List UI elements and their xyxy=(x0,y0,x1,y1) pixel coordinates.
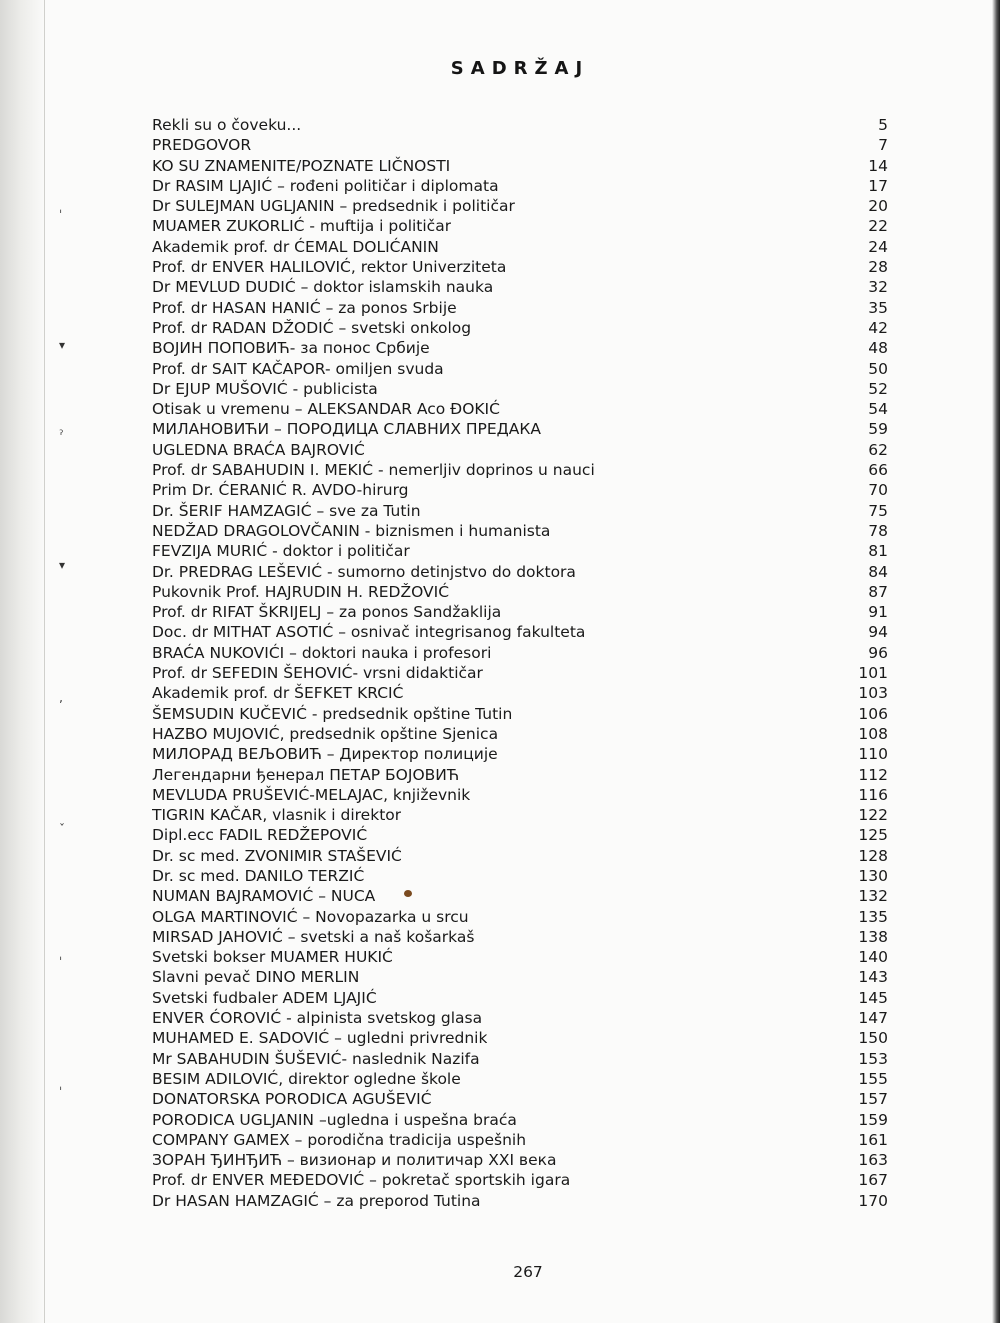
toc-entry-page: 103 xyxy=(858,684,888,703)
toc-entry xyxy=(152,744,888,764)
toc-entry-page: 91 xyxy=(868,603,888,622)
toc-entry-page: 17 xyxy=(868,176,888,195)
toc-entry-page: 138 xyxy=(858,927,888,946)
toc-entry xyxy=(152,135,888,155)
binding-mark: ʼ xyxy=(59,698,63,712)
toc-entry xyxy=(152,1170,888,1190)
toc-entry xyxy=(152,846,888,866)
toc-entry-title: NEDŽAD DRAGOLOVČANIN - biznismen i humanista xyxy=(152,521,551,540)
toc-entry-title: ŠEMSUDIN KUČEVIĆ - predsednik opštine Tutin xyxy=(152,704,513,723)
toc-entry xyxy=(152,216,888,236)
toc-entry-title: Prof. dr HASAN HANIĆ – za ponos Srbije xyxy=(152,298,457,317)
toc-entry xyxy=(152,1069,888,1089)
toc-entry xyxy=(152,947,888,967)
toc-entry-page: 87 xyxy=(868,582,888,601)
toc-entry-page: 94 xyxy=(868,623,888,642)
toc-entry-title: Dr. sc med. DANILO TERZIĆ xyxy=(152,866,365,885)
binding-mark: ▾ xyxy=(59,338,66,352)
toc-entry-title: NUMAN BAJRAMOVIĆ – NUCA xyxy=(152,887,376,906)
toc-entry xyxy=(152,1008,888,1028)
toc-entry xyxy=(152,1049,888,1069)
toc-entry xyxy=(152,582,888,602)
toc-entry xyxy=(152,967,888,987)
toc-entry-page: 128 xyxy=(858,846,888,865)
toc-entry-page: 108 xyxy=(858,724,888,743)
ink-stain xyxy=(404,890,412,897)
toc-entry-page: 54 xyxy=(868,400,888,419)
toc-entry-page: 24 xyxy=(868,237,888,256)
toc-entry xyxy=(152,196,888,216)
binding-mark: ˀ xyxy=(59,428,64,442)
toc-entry-page: 155 xyxy=(858,1069,888,1088)
toc-entry xyxy=(152,1089,888,1109)
toc-entry-title: Prim Dr. ĆERANIĆ R. AVDO-hirurg xyxy=(152,481,409,500)
toc-entry-title: ВОЈИН ПОПОВИЋ- за понос Србије xyxy=(152,339,430,358)
toc-entry xyxy=(152,237,888,257)
toc-entry-title: TIGRIN KAČAR, vlasnik i direktor xyxy=(152,806,402,825)
toc-entry-title: PREDGOVOR xyxy=(152,136,252,155)
toc-entry xyxy=(152,501,888,521)
toc-entry-page: 42 xyxy=(868,318,888,337)
toc-entry-page: 106 xyxy=(858,704,888,723)
toc-entry xyxy=(152,277,888,297)
toc-entry-page: 84 xyxy=(868,562,888,581)
toc-entry-page: 52 xyxy=(868,379,888,398)
toc-entry-page: 28 xyxy=(868,258,888,277)
toc-entry xyxy=(152,562,888,582)
toc-entry-title: FEVZIJA MURIĆ - doktor i političar xyxy=(152,542,410,561)
toc-entry-title: Dipl.ecc FADIL REDŽEPOVIĆ xyxy=(152,826,368,845)
toc-entry xyxy=(152,460,888,480)
toc-entry-page: 75 xyxy=(868,501,888,520)
toc-entry-title: Prof. dr SEFEDIN ŠEHOVIĆ- vrsni didaktičar xyxy=(152,664,483,683)
toc-entry xyxy=(152,886,888,906)
toc-entry-title: UGLEDNA BRAĆA BAJROVIĆ xyxy=(152,440,365,459)
toc-entry xyxy=(152,805,888,825)
toc-entry xyxy=(152,359,888,379)
toc-entry xyxy=(152,1130,888,1150)
toc-entry xyxy=(152,683,888,703)
toc-entry xyxy=(152,663,888,683)
toc-entry-page: 22 xyxy=(868,217,888,236)
toc-entry-title: Prof. dr SAIT KAČAPOR- omiljen svuda xyxy=(152,359,444,378)
toc-entry xyxy=(152,1150,888,1170)
toc-entry xyxy=(152,825,888,845)
toc-entry xyxy=(152,440,888,460)
toc-entry xyxy=(152,622,888,642)
toc-entry-page: 78 xyxy=(868,521,888,540)
toc-entry-title: Dr EJUP MUŠOVIĆ - publicista xyxy=(152,379,378,398)
toc-entry-title: Легендарни ђенерал ПЕТАР БОЈОВИЋ xyxy=(152,765,460,784)
toc-entry-title: MIRSAD JAHOVIĆ – svetski a naš košarkaš xyxy=(152,927,475,946)
toc-entry-page: 50 xyxy=(868,359,888,378)
toc-entry-page: 161 xyxy=(858,1130,888,1149)
toc-entry-title: Svetski bokser MUAMER HUKIĆ xyxy=(152,948,393,967)
toc-entry-title: Dr RASIM LJAJIĆ – rođeni političar i diplomata xyxy=(152,176,499,195)
toc-entry xyxy=(152,1191,888,1211)
toc-entry xyxy=(152,176,888,196)
binding-mark: ˈ xyxy=(59,1085,63,1099)
toc-entry-page: 35 xyxy=(868,298,888,317)
toc-entry-title: BRAĆA NUKOVIĆI – doktori nauka i profesori xyxy=(152,643,492,662)
toc-entry-page: 147 xyxy=(858,1009,888,1028)
toc-entry-title: DONATORSKA PORODICA AGUŠEVIĆ xyxy=(152,1090,432,1109)
toc-entry-page: 122 xyxy=(858,806,888,825)
toc-entry xyxy=(152,541,888,561)
toc-entry-title: Svetski fudbaler ADEM LJAJIĆ xyxy=(152,988,377,1007)
toc-entry xyxy=(152,765,888,785)
binding-mark: ▾ xyxy=(59,558,66,572)
footer-page-number: 267 xyxy=(513,1263,543,1281)
toc-entry-title: OLGA MARTINOVIĆ – Novopazarka u srcu xyxy=(152,907,469,926)
toc-entry-title: Pukovnik Prof. HAJRUDIN H. REDŽOVIĆ xyxy=(152,582,450,601)
toc-entry-title: HAZBO MUJOVIĆ, predsednik opštine Sjenica xyxy=(152,724,499,743)
toc-entry xyxy=(152,724,888,744)
toc-entry xyxy=(152,115,888,135)
toc-entry-title: МИЛОРАД ВЕЉОВИЋ – Директор полиције xyxy=(152,745,498,764)
toc-entry-page: 59 xyxy=(868,420,888,439)
toc-entry xyxy=(152,156,888,176)
toc-entry xyxy=(152,1110,888,1130)
table-of-contents xyxy=(152,115,888,1211)
toc-entry xyxy=(152,1028,888,1048)
toc-entry-title: Dr SULEJMAN UGLJANIN – predsednik i političar xyxy=(152,197,515,216)
page-edge-shadow xyxy=(992,0,1000,1323)
toc-entry-title: Akademik prof. dr ŠEFKET KRCIĆ xyxy=(152,684,404,703)
toc-entry-title: COMPANY GAMEX – porodična tradicija uspešnih xyxy=(152,1130,527,1149)
toc-entry-title: Dr. ŠERIF HAMZAGIĆ – sve za Tutin xyxy=(152,501,421,520)
toc-entry xyxy=(152,399,888,419)
toc-entry-title: Otisak u vremenu – ALEKSANDAR Aco ĐOKIĆ xyxy=(152,400,500,419)
toc-entry-page: 157 xyxy=(858,1090,888,1109)
toc-entry-page: 167 xyxy=(858,1171,888,1190)
toc-entry-page: 48 xyxy=(868,339,888,358)
toc-entry-page: 32 xyxy=(868,278,888,297)
toc-entry-page: 112 xyxy=(858,765,888,784)
toc-entry xyxy=(152,866,888,886)
toc-entry-page: 130 xyxy=(858,866,888,885)
toc-entry-page: 5 xyxy=(878,116,888,134)
toc-entry-title: Dr HASAN HAMZAGIĆ – za preporod Tutina xyxy=(152,1191,481,1210)
binding-mark: ˈ xyxy=(59,208,63,222)
toc-entry-title: Prof. dr ENVER HALILOVIĆ, rektor Univerziteta xyxy=(152,258,507,277)
toc-entry-title: MUHAMED E. SADOVIĆ – ugledni privrednik xyxy=(152,1029,488,1048)
toc-entry xyxy=(152,257,888,277)
toc-entry-page: 132 xyxy=(858,887,888,906)
toc-entry-title: BESIM ADILOVIĆ, direktor ogledne škole xyxy=(152,1069,461,1088)
toc-entry-page: 116 xyxy=(858,785,888,804)
toc-entry-title: Akademik prof. dr ĆEMAL DOLIĆANIN xyxy=(152,237,439,256)
toc-entry-page: 14 xyxy=(868,156,888,175)
binding-mark: ˈ xyxy=(59,955,63,969)
toc-entry-page: 110 xyxy=(858,745,888,764)
toc-entry-page: 125 xyxy=(858,826,888,845)
toc-entry xyxy=(152,785,888,805)
toc-entry-page: 143 xyxy=(858,968,888,987)
toc-entry-title: ЗОРАН ЂИНЂИЋ – визионар и политичар XXI века xyxy=(152,1151,557,1170)
toc-entry-title: Prof. dr ENVER MEĐEDOVIĆ – pokretač sportskih igara xyxy=(152,1171,571,1190)
toc-entry-page: 159 xyxy=(858,1110,888,1129)
toc-entry xyxy=(152,927,888,947)
toc-entry xyxy=(152,704,888,724)
toc-entry-title: Dr. sc med. ZVONIMIR STAŠEVIĆ xyxy=(152,846,402,865)
toc-entry xyxy=(152,907,888,927)
toc-entry xyxy=(152,379,888,399)
toc-entry-page: 7 xyxy=(878,136,888,155)
toc-entry-page: 140 xyxy=(858,948,888,967)
toc-entry-title: Prof. dr RIFAT ŠKRIJELJ – za ponos Sandžaklija xyxy=(152,603,502,622)
toc-entry-page: 145 xyxy=(858,988,888,1007)
toc-entry-title: Dr MEVLUD DUDIĆ – doktor islamskih nauka xyxy=(152,278,494,297)
toc-entry xyxy=(152,338,888,358)
page-title: SADRŽAJ xyxy=(450,58,590,79)
toc-entry-title: MUAMER ZUKORLIĆ - muftija i političar xyxy=(152,217,452,236)
toc-entry-title: Mr SABAHUDIN ŠUŠEVIĆ- naslednik Nazifa xyxy=(152,1049,480,1068)
toc-entry xyxy=(152,521,888,541)
toc-entry-title: ENVER ĆOROVIĆ - alpinista svetskog glasa xyxy=(152,1009,483,1028)
toc-entry-title: Slavni pevač DINO MERLIN xyxy=(152,968,360,987)
toc-entry-title: МИЛАНОВИЋИ – ПОРОДИЦА СЛАВНИХ ПРЕДАКА xyxy=(152,420,541,439)
toc-entry-page: 170 xyxy=(858,1191,888,1210)
toc-entry-page: 96 xyxy=(868,643,888,662)
toc-entry-page: 62 xyxy=(868,440,888,459)
toc-entry-page: 70 xyxy=(868,481,888,500)
toc-entry xyxy=(152,298,888,318)
toc-entry xyxy=(152,988,888,1008)
toc-entry xyxy=(152,602,888,622)
binding-mark: ˇ xyxy=(59,822,65,836)
toc-entry-title: Doc. dr MITHAT ASOTIĆ – osnivač integrisanog fakulteta xyxy=(152,623,586,642)
toc-entry-title: KO SU ZNAMENITE/POZNATE LIČNOSTI xyxy=(152,156,451,175)
toc-entry-title: Prof. dr RADAN DŽODIĆ – svetski onkolog xyxy=(152,318,472,337)
toc-entry-page: 153 xyxy=(858,1049,888,1068)
toc-entry-page: 150 xyxy=(858,1029,888,1048)
toc-entry-page: 20 xyxy=(868,197,888,216)
toc-entry-title: Rekli su o čoveku... xyxy=(152,116,302,134)
toc-entry-page: 81 xyxy=(868,542,888,561)
toc-entry-page: 66 xyxy=(868,461,888,480)
toc-entry xyxy=(152,643,888,663)
toc-entry-page: 101 xyxy=(858,664,888,683)
toc-entry xyxy=(152,318,888,338)
binding-fold-line xyxy=(44,0,45,1323)
toc-entry xyxy=(152,419,888,439)
toc-entry-title: Dr. PREDRAG LEŠEVIĆ - sumorno detinjstvo do doktora xyxy=(152,562,576,581)
toc-entry-page: 135 xyxy=(858,907,888,926)
toc-entry xyxy=(152,480,888,500)
toc-entry-page: 163 xyxy=(858,1151,888,1170)
toc-entry-title: PORODICA UGLJANIN –ugledna i uspešna braća xyxy=(152,1110,517,1129)
toc-entry-title: Prof. dr SABAHUDIN I. MEKIĆ - nemerljiv doprinos u nauci xyxy=(152,461,595,480)
toc-entry-title: MEVLUDA PRUŠEVIĆ-MELAJAC, književnik xyxy=(152,785,471,804)
binding-gutter xyxy=(0,0,46,1323)
